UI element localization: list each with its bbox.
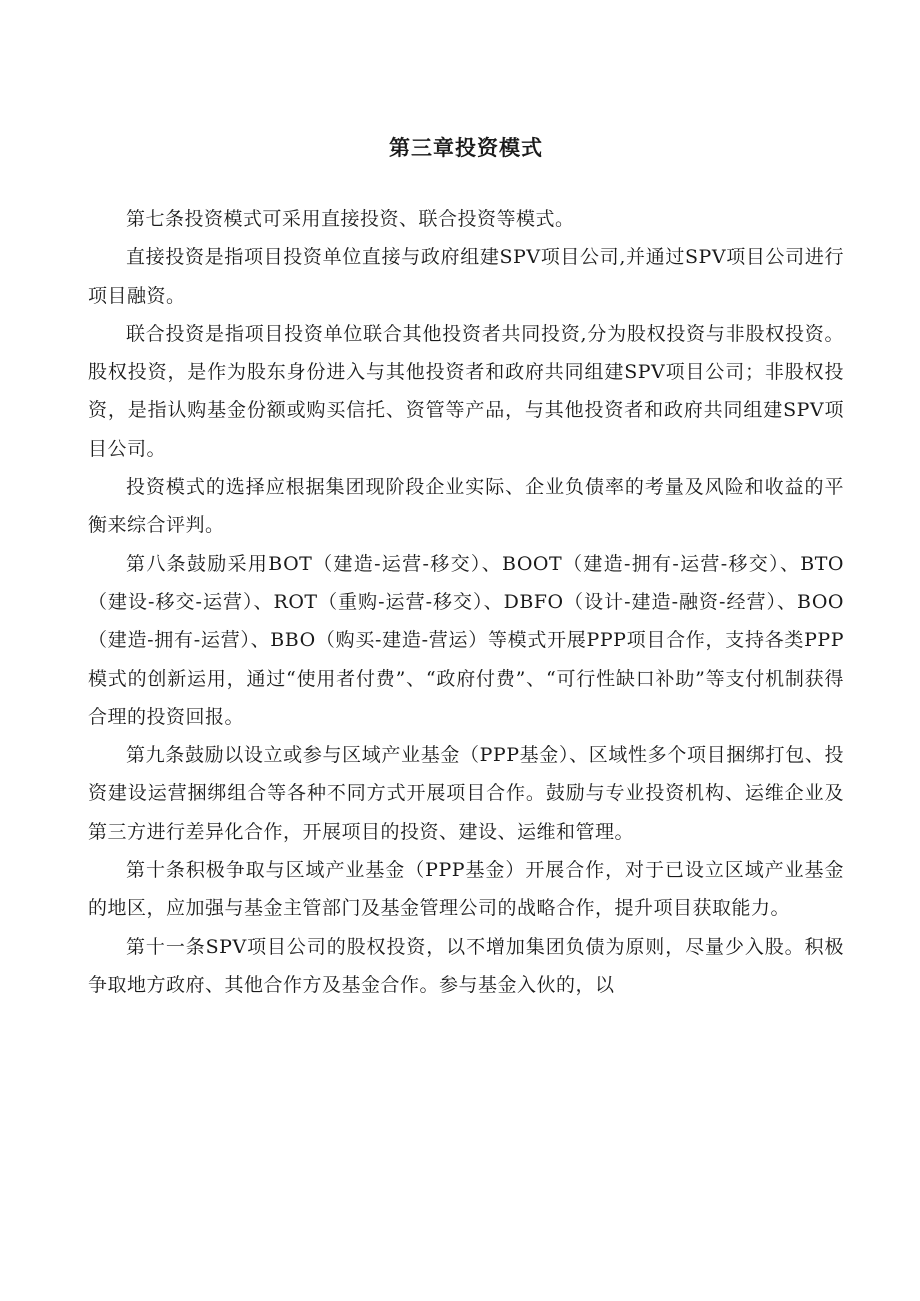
paragraph-article-11: 第十一条SPV项目公司的股权投资，以不增加集团负债为原则，尽量少入股。积极争取地方政府、其他合作方及基金合作。参与基金入伙的，以	[88, 935, 844, 996]
paragraph-article-7: 第七条投资模式可采用直接投资、联合投资等模式。	[126, 208, 575, 230]
paragraph-article-8: 第八条鼓励采用BOT（建造-运营-移交）、BOOT（建造-拥有-运营-移交）、BTO（建设-移交-运营）、ROT（重购-运营-移交）、DBFO（设计-建造-融资-经营）、BOO（建造-拥有-运营）、BBO（购买-建造-营运）等模式开展PPP项目合作，支持各类PPP模式的创新运用，通过“使用者付费”、“政府付费”、“可行性缺口补助”等支付机制获得合理的投资回报。	[88, 552, 844, 728]
paragraph-article-10: 第十条积极争取与区域产业基金（PPP基金）开展合作，对于已设立区域产业基金的地区，应加强与基金主管部门及基金管理公司的战略合作，提升项目获取能力。	[88, 859, 844, 920]
paragraph-article-9: 第九条鼓励以设立或参与区域产业基金（PPP基金）、区域性多个项目捆绑打包、投资建设运营捆绑组合等各种不同方式开展项目合作。鼓励与专业投资机构、运维企业及第三方进行差异化合作，开展项目的投资、建设、运维和管理。	[88, 744, 844, 843]
document-body	[88, 200, 844, 1004]
paragraph-direct-investment: 直接投资是指项目投资单位直接与政府组建SPV项目公司,并通过SPV项目公司进行项目融资。	[88, 246, 844, 307]
paragraph-joint-investment: 联合投资是指项目投资单位联合其他投资者共同投资,分为股权投资与非股权投资。股权投资，是作为股东身份进入与其他投资者和政府共同组建SPV项目公司；非股权投资，是指认购基金份额或购买信托、资管等产品，与其他投资者和政府共同组建SPV项目公司。	[88, 322, 844, 460]
chapter-title: 第三章投资模式	[389, 136, 543, 161]
paragraph-mode-selection: 投资模式的选择应根据集团现阶段企业实际、企业负债率的考量及风险和收益的平衡来综合评判。	[88, 476, 844, 537]
